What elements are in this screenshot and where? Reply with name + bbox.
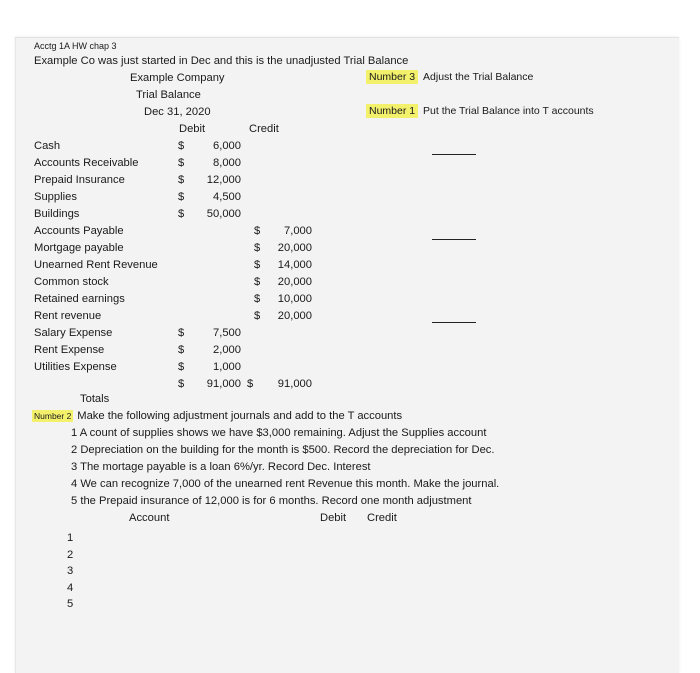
adjustment-item: 4 We can recognize 7,000 of the unearned rent Revenue this month. Make the journal. bbox=[71, 478, 500, 490]
credit-amount: 10,000 bbox=[277, 293, 312, 305]
credit-currency: $ bbox=[254, 310, 261, 322]
debit-header: Debit bbox=[179, 123, 206, 135]
total-debit: 91,000 bbox=[206, 378, 241, 390]
debit-amount: 1,000 bbox=[213, 361, 241, 373]
t-account-rule-1 bbox=[432, 154, 476, 155]
account-name: Unearned Rent Revenue bbox=[34, 259, 158, 271]
debit-amount: 6,000 bbox=[213, 140, 241, 152]
account-name: Cash bbox=[34, 140, 61, 152]
account-name: Accounts Receivable bbox=[34, 157, 139, 169]
task-number-2 bbox=[32, 411, 402, 422]
account-name: Common stock bbox=[34, 276, 109, 288]
account-name: Buildings bbox=[34, 208, 80, 220]
account-name: Rent Expense bbox=[34, 344, 105, 356]
credit-currency: $ bbox=[254, 242, 261, 254]
debit-currency: $ bbox=[178, 208, 185, 220]
debit-amount: 50,000 bbox=[206, 208, 241, 220]
totals-label: Totals bbox=[80, 393, 110, 405]
debit-currency: $ bbox=[178, 174, 185, 186]
account-name: Salary Expense bbox=[34, 327, 113, 339]
journal-line-number: 2 bbox=[67, 548, 74, 561]
task-number-3-tag: Number 3 bbox=[366, 70, 418, 84]
total-credit: 91,000 bbox=[277, 378, 312, 390]
debit-currency: $ bbox=[178, 361, 185, 373]
journal-credit-header: Credit bbox=[367, 512, 397, 524]
adjustment-intro: Make the following adjustment journals and add to the T accounts bbox=[77, 410, 403, 422]
debit-currency: $ bbox=[178, 157, 185, 169]
journal-account-header: Account bbox=[129, 512, 170, 524]
task-number-2-tag: Number 2 bbox=[34, 411, 72, 421]
journal-line-number: 4 bbox=[67, 581, 74, 594]
debit-amount: 8,000 bbox=[213, 157, 241, 169]
adjustment-item: 5 the Prepaid insurance of 12,000 is for 6 months. Record one month adjustment bbox=[71, 495, 472, 507]
task-number-3 bbox=[366, 72, 533, 83]
debit-amount: 7,500 bbox=[213, 327, 241, 339]
credit-header: Credit bbox=[249, 123, 279, 135]
credit-amount: 20,000 bbox=[277, 276, 312, 288]
journal-line-number: 1 bbox=[67, 532, 74, 544]
worksheet bbox=[15, 37, 679, 673]
debit-currency: $ bbox=[178, 140, 185, 152]
debit-amount: 12,000 bbox=[206, 174, 241, 186]
task-number-3-text: Adjust the Trial Balance bbox=[423, 71, 534, 83]
journal-line-number: 5 bbox=[67, 598, 74, 610]
task-number-1 bbox=[366, 106, 594, 117]
adjustment-item: 1 A count of supplies shows we have $3,000 remaining. Adjust the Supplies account bbox=[71, 427, 487, 439]
credit-currency: $ bbox=[254, 293, 261, 305]
total-credit-currency: $ bbox=[247, 378, 254, 390]
credit-currency: $ bbox=[254, 276, 261, 288]
journal-line-number: 3 bbox=[67, 565, 74, 577]
t-account-rule-2 bbox=[432, 239, 476, 240]
adjustment-item: 3 The mortage payable is a loan 6%/yr. Record Dec. Interest bbox=[71, 461, 371, 473]
debit-currency: $ bbox=[178, 344, 185, 356]
task-number-1-tag: Number 1 bbox=[366, 104, 418, 118]
account-name: Utilities Expense bbox=[34, 361, 117, 373]
account-name: Retained earnings bbox=[34, 293, 125, 305]
debit-amount: 4,500 bbox=[213, 191, 241, 203]
document-label: Acctg 1A HW chap 3 bbox=[34, 41, 117, 51]
company-name: Example Company bbox=[130, 72, 225, 84]
account-name: Supplies bbox=[34, 191, 77, 203]
journal-debit-header: Debit bbox=[320, 512, 347, 524]
credit-amount: 7,000 bbox=[284, 225, 312, 237]
credit-amount: 14,000 bbox=[277, 259, 312, 271]
intro-text: Example Co was just started in Dec and this is the unadjusted Trial Balance bbox=[34, 55, 409, 67]
credit-currency: $ bbox=[254, 225, 261, 237]
credit-amount: 20,000 bbox=[277, 242, 312, 254]
report-title: Trial Balance bbox=[136, 89, 201, 101]
account-name: Rent revenue bbox=[34, 310, 102, 322]
debit-currency: $ bbox=[178, 327, 185, 339]
adjustment-item: 2 Depreciation on the building for the month is $500. Record the depreciation for Dec. bbox=[71, 444, 495, 456]
total-debit-currency: $ bbox=[178, 378, 185, 390]
task-number-1-text: Put the Trial Balance into T accounts bbox=[423, 105, 594, 117]
account-name: Mortgage payable bbox=[34, 242, 124, 254]
credit-currency: $ bbox=[254, 259, 261, 271]
debit-amount: 2,000 bbox=[213, 344, 241, 356]
account-name: Prepaid Insurance bbox=[34, 174, 125, 186]
t-account-rule-3 bbox=[432, 322, 476, 323]
report-date: Dec 31, 2020 bbox=[144, 106, 211, 118]
credit-amount: 20,000 bbox=[277, 310, 312, 322]
debit-currency: $ bbox=[178, 191, 185, 203]
account-name: Accounts Payable bbox=[34, 225, 124, 237]
